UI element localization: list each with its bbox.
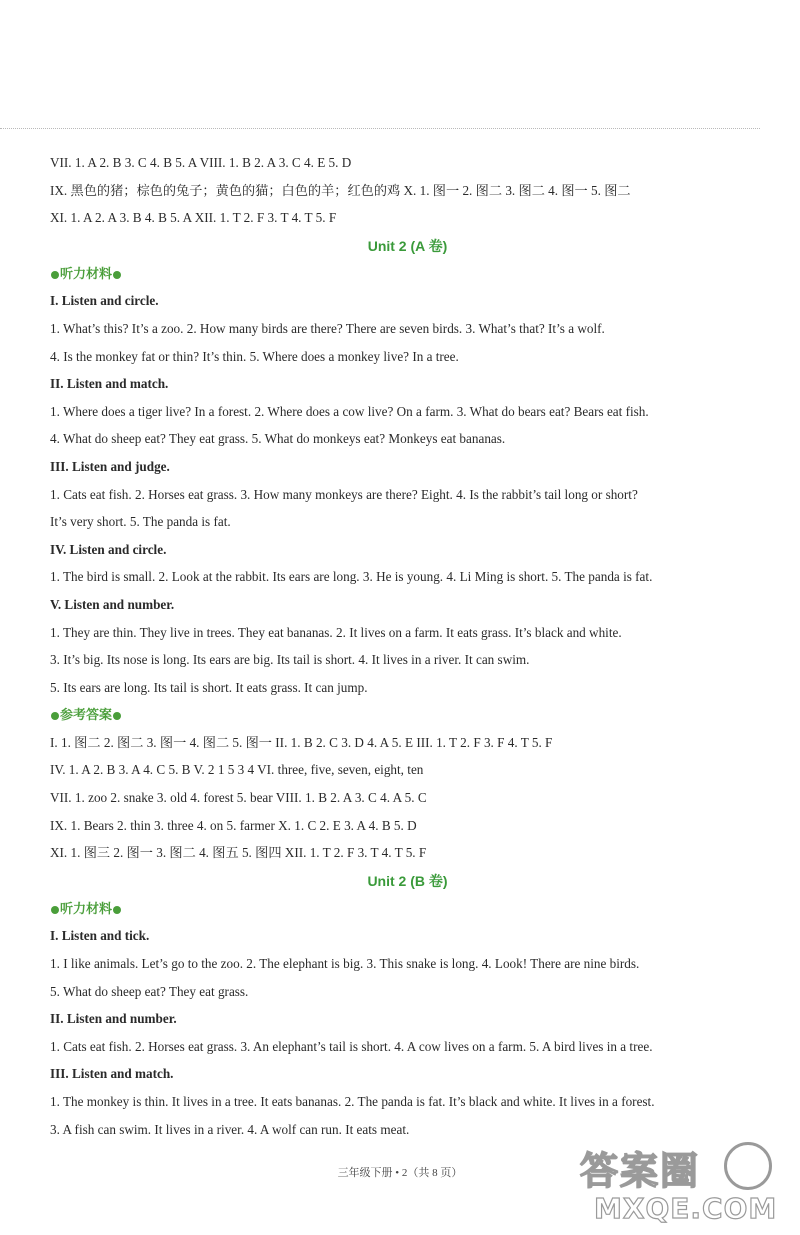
section-heading: III. Listen and judge. <box>50 458 170 474</box>
bullet-dot-icon <box>113 271 121 279</box>
watermark-en-text: MXQE.COM <box>594 1192 778 1225</box>
text-line: 1. Cats eat fish. 2. Horses eat grass. 3. An elephant’s tail is short. 4. A cow lives on a farm. 5. A bird lives in a tree. <box>50 1038 653 1054</box>
text-line: 5. Its ears are long. Its tail is short. It eats grass. It can jump. <box>50 679 368 695</box>
page-footer: 三年级下册 • 2（共 8 页） <box>337 1167 463 1179</box>
text-line: 3. It’s big. Its nose is long. Its ears are big. Its tail is short. 4. It lives in a river. It can swim. <box>50 652 530 668</box>
section-heading: IV. Listen and circle. <box>50 541 167 557</box>
text-line: 1. The monkey is thin. It lives in a tree. It eats bananas. 2. The panda is fat. It’s black and white. It lives in a forest. <box>50 1094 655 1109</box>
bullet-dot-icon <box>113 712 121 720</box>
section-heading: II. Listen and match. <box>50 376 169 392</box>
text-line: 1. They are thin. They live in trees. They eat bananas. 2. It lives on a farm. It eats grass. It’s black and white. <box>50 624 622 640</box>
text-line: 1. Where does a tiger live? In a forest. 2. Where does a cow live? On a farm. 3. What do bears eat? Bears eat fish. <box>50 403 649 419</box>
watermark-logo <box>580 1140 790 1230</box>
bullet-dot-icon <box>51 906 59 914</box>
text-line: 1. The bird is small. 2. Look at the rabbit. Its ears are long. 3. He is young. 4. Li Ming is short. 5. The panda is fat. <box>50 569 653 585</box>
unit-2b-title: Unit 2 (B 卷) <box>367 872 448 889</box>
bullet-dot-icon <box>113 906 121 914</box>
text-line: It’s very short. 5. The panda is fat. <box>50 514 231 530</box>
text-line: 1. Cats eat fish. 2. Horses eat grass. 3. How many monkeys are there? Eight. 4. Is the rabbit’s tail long or short? <box>50 486 638 502</box>
text-line: 4. What do sheep eat? They eat grass. 5. What do monkeys eat? Monkeys eat bananas. <box>50 431 506 447</box>
header-divider <box>0 128 760 129</box>
section-heading: I. Listen and tick. <box>50 928 150 944</box>
answer-line: I. 1. 图二 2. 图二 3. 图一 4. 图二 5. 图一 II. 1. B 2. C 3. D 4. A 5. E III. 1. T 2. F 3. F 4. T 5. F <box>50 734 553 750</box>
section-heading: II. Listen and number. <box>50 1011 177 1027</box>
listening-material-label: 听力材料 <box>50 895 765 923</box>
section-heading: V. Listen and number. <box>50 596 175 612</box>
bullet-dot-icon <box>51 712 59 720</box>
reference-answers-label: 参考答案 <box>50 701 765 729</box>
text-line: 3. A fish can swim. It lives in a river. 4. A wolf can run. It eats meat. <box>50 1121 410 1137</box>
answer-line: XI. 1. A 2. A 3. B 4. B 5. A XII. 1. T 2. F 3. T 4. T 5. F <box>50 210 337 226</box>
section-heading: III. Listen and match. <box>50 1066 174 1082</box>
text-line: 4. Is the monkey fat or thin? It’s thin. 5. Where does a monkey live? In a tree. <box>50 348 459 364</box>
unit-2a-title: Unit 2 (A 卷) <box>367 237 448 254</box>
answer-line: VII. 1. A 2. B 3. C 4. B 5. A VIII. 1. B 2. A 3. C 4. E 5. D <box>50 155 352 170</box>
answer-line: IX. 1. Bears 2. thin 3. three 4. on 5. farmer X. 1. C 2. E 3. A 4. B 5. D <box>50 817 417 833</box>
answer-line: XI. 1. 图三 2. 图一 3. 图二 4. 图五 5. 图四 XII. 1. T 2. F 3. T 4. T 5. F <box>50 845 427 861</box>
section-heading: I. Listen and circle. <box>50 293 159 309</box>
text-line: 1. I like animals. Let’s go to the zoo. 2. The elephant is big. 3. This snake is long. 4. Look! There are nine birds. <box>50 956 640 972</box>
text-line: 5. What do sheep eat? They eat grass. <box>50 983 249 999</box>
page-content <box>50 149 765 1143</box>
answer-line: VII. 1. zoo 2. snake 3. old 4. forest 5. bear VIII. 1. B 2. A 3. C 4. A 5. C <box>50 790 427 806</box>
answer-line: IV. 1. A 2. B 3. A 4. C 5. B V. 2 1 5 3 4 VI. three, five, seven, eight, ten <box>50 762 424 778</box>
bullet-dot-icon <box>51 271 59 279</box>
answer-line: IX. 黑色的猪；棕色的兔子；黄色的猫；白色的羊；红色的鸡 X. 1. 图一 2. 图二 3. 图二 4. 图一 5. 图二 <box>50 182 631 198</box>
watermark-cn-text: 答案圈 <box>580 1149 701 1193</box>
watermark-seal-icon <box>724 1142 772 1190</box>
listening-material-label: 听力材料 <box>50 260 765 288</box>
text-line: 1. What’s this? It’s a zoo. 2. How many birds are there? There are seven birds. 3. What’s that? It’s a wolf. <box>50 320 605 336</box>
